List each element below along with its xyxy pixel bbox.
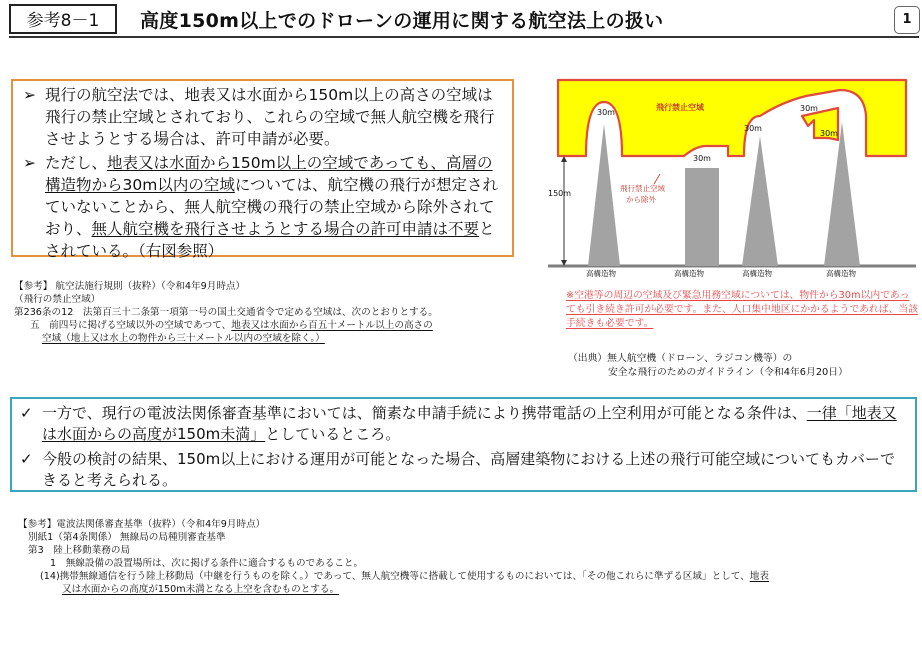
distance-label-5: 30m: [820, 129, 838, 138]
distance-label-3: 30m: [744, 124, 762, 133]
aviation-ref-heading: 【参考】 航空法施行規則（抜粋）（令和4年9月時点）: [14, 281, 246, 292]
arrow-bullet-icon: ➢: [23, 154, 36, 172]
structure-label-2: 高構造物: [674, 269, 704, 278]
aviation-law-reference: [14, 280, 534, 345]
aviation-ref-line-4: [14, 332, 534, 345]
conclusion-item-2-text: 今般の検討の結果、150m以上における運用が可能となった場合、高層建築物における上述の飛行可能空域についてもカバーできると考えられる。: [42, 450, 895, 489]
arrow-bullet-icon: ➢: [23, 86, 36, 104]
summary-bullet-2-part2: については、航空機の飛行が想定されていないことから、無人航空機の飛行の禁止空域から除外されており、: [45, 176, 499, 238]
conclusion-item-1-pre: 一方で、現行の電波法関係審査基準においては、簡素な申請手続により携帯電話の上空利用が可能となる条件は、: [42, 404, 807, 422]
structure-label-1: 高構造物: [586, 269, 616, 278]
height-label: 150m: [548, 189, 572, 198]
radio-ref-line-5: [18, 583, 898, 596]
page-title: 高度150m以上でのドローンの運用に関する航空法上の扱い: [140, 10, 664, 32]
conclusion-box: [10, 397, 917, 492]
radio-ref-line-5-underline: 又は水面からの高度が150m未満となる上空を含むものとする。: [62, 584, 340, 595]
summary-bullet-1-text: 現行の航空法では、地表又は水面から150m以上の高さの空域は飛行の禁止空域とされており、これらの空域で無人航空機を飛行させようとする場合は、許可申請が必要。: [45, 86, 495, 148]
aviation-ref-line-3: [14, 319, 534, 332]
section-tag: 参考8－1: [9, 4, 117, 34]
aviation-ref-line-3-underline: 地表又は水面から百五十メートル以上の高さの: [231, 320, 433, 331]
aviation-ref-line-4-underline: 空域（地上又は水上の物件から三十メートル以内の空域を除く。）: [42, 333, 325, 344]
summary-bullet-1: [23, 84, 502, 150]
summary-bullet-2-part1: ただし、: [45, 154, 108, 172]
check-icon: ✓: [20, 450, 33, 468]
tall-structure-2: [685, 168, 719, 266]
distance-label-2: 30m: [693, 154, 711, 163]
radio-ref-line-2: 第3 陸上移動業務の局: [28, 545, 131, 556]
radio-ref-line-4-underline: 地表: [749, 571, 769, 582]
aviation-ref-line-1: （飛行の禁止空域）: [14, 294, 101, 305]
conclusion-item-1-underline: 一律「地表又は水面からの高度が150m未満」: [42, 404, 897, 443]
check-icon: ✓: [20, 404, 33, 422]
tall-structure-4: [824, 122, 860, 266]
source-line-1: （出典）無人航空機（ドローン、ラジコン機等）の: [568, 353, 793, 364]
conclusion-item-1: [20, 403, 903, 445]
distance-label-4: 30m: [800, 104, 818, 113]
summary-box: [11, 79, 514, 260]
conclusion-item-2: [20, 449, 903, 491]
summary-bullet-2-underline2: 無人航空機を飛行させようとする場合の許可申請は不要: [91, 220, 480, 238]
source-line-2: 安全な飛行のためのガイドライン（令和4年6月20日）: [608, 366, 848, 378]
radio-ref-line-3: 1 無線設備の設置場所は、次に掲げる条件に適合するものであること。: [50, 558, 364, 569]
summary-bullet-2: [23, 152, 502, 262]
airspace-diagram: [546, 78, 918, 278]
prohibited-airspace-label: 飛行禁止空域: [656, 103, 704, 112]
structure-label-3: 高構造物: [742, 269, 772, 278]
aviation-ref-line-3-pre: 五 前四号に掲げる空域以外の空域であつて、: [30, 320, 232, 331]
caution-note: ※空港等の周辺の空域及び緊急用務空域については、物件から30m以内であっても引き続き許可が必要です。また、人口集中地区にかかるようであれば、当該手続きも必要です。: [566, 290, 918, 329]
page-number: 1: [894, 6, 920, 34]
aviation-ref-line-2: 第236条の12 法第百三十二条第一項第一号の国土交通省令で定める空域は、次のとおりとする。: [14, 307, 438, 318]
title-rule: [9, 36, 919, 38]
tall-structure-3: [742, 136, 778, 266]
conclusion-item-1-post: としているところ。: [265, 425, 401, 443]
summary-bullet-2-part3: とされている。（右図参照）: [45, 220, 495, 260]
source-citation: [568, 352, 918, 379]
excluded-area-label-2: から除外: [626, 195, 656, 204]
summary-bullet-2-underline1: 地表又は水面から150m以上の空域であっても、高層の構造物から30m以内の空域: [45, 154, 493, 194]
radio-law-reference: [18, 518, 898, 596]
radio-ref-heading: 【参考】電波法関係審査基準（抜粋）（令和4年9月時点）: [18, 519, 266, 530]
radio-ref-line-4-pre: (14)携帯無線通信を行う陸上移動局（中継を行うものを除く。）であって、無人航空機等に搭載して使用するものにおいては、「その他これらに準ずる区域」として、: [40, 571, 750, 582]
excluded-area-label-1: 飛行禁止空域: [620, 184, 665, 193]
radio-ref-line-4: [18, 570, 898, 583]
excluded-area-pointer: [654, 174, 660, 184]
structure-label-4: 高構造物: [826, 269, 856, 278]
distance-label-1: 30m: [597, 108, 615, 117]
prohibited-airspace-zone: [558, 80, 906, 156]
radio-ref-line-1: 別紙1（第4条関係） 無線局の局種別審査基準: [28, 532, 226, 543]
tall-structure-1: [588, 124, 620, 266]
